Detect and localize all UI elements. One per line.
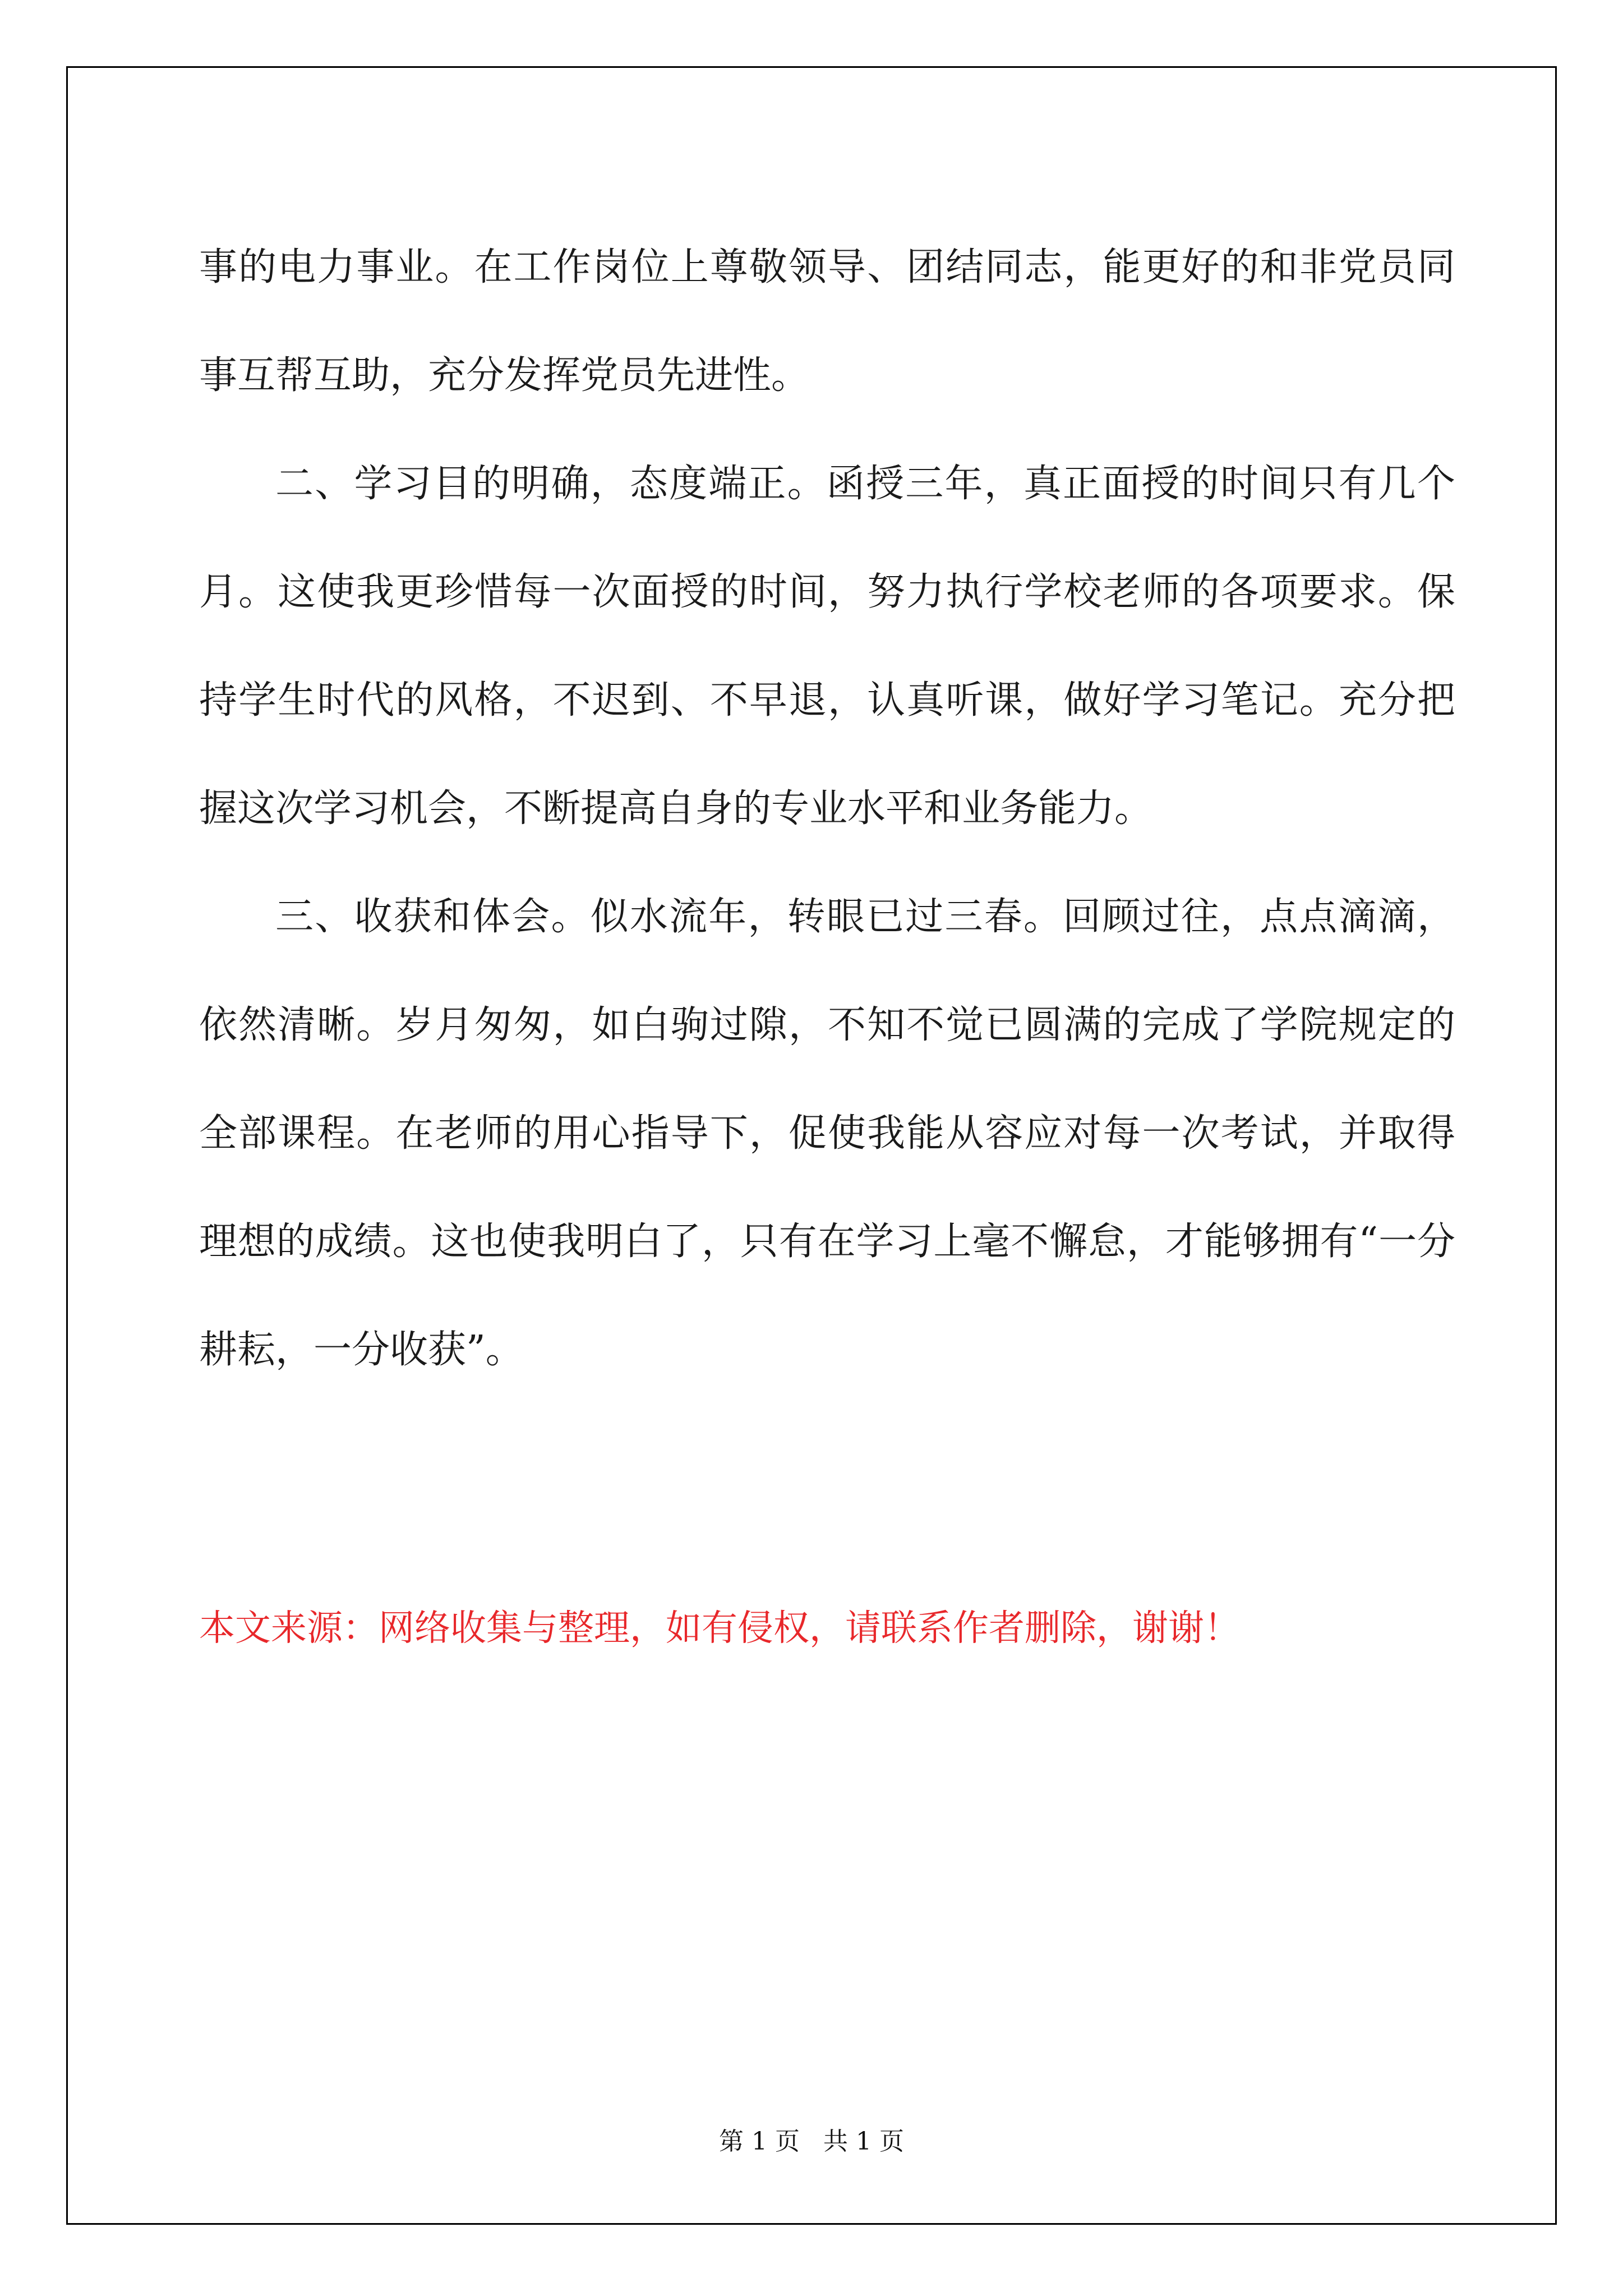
page-footer [0,2125,1623,2159]
source-note: 本文来源：网络收集与整理，如有侵权，请联系作者删除，谢谢！ [199,1608,1240,1649]
paragraph-1: 事的电力事业。在工作岗位上尊敬领导、团结同志，能更好的和非党员同事互帮互助，充分发挥党员先进性。 [199,245,1455,398]
page-number-current: 第 1 页 [719,2127,800,2156]
page-number-total: 共 1 页 [823,2127,904,2156]
paragraph-3: 三、收获和体会。似水流年，转眼已过三春。回顾过往，点点滴滴，依然清晰。岁月匆匆，如白驹过隙，不知不觉已圆满的完成了学院规定的全部课程。在老师的用心指导下，促使我能从容应对每一次考试，并取得理想的成绩。这也使我明白了，只有在学习上毫不懈怠，才能够拥有“一分耕耘，一分收获”。 [199,895,1455,1372]
paragraph-2: 二、学习目的明确，态度端正。函授三年，真正面授的时间只有几个月。这使我更珍惜每一次面授的时间，努力执行学校老师的各项要求。保持学生时代的风格，不迟到、不早退，认真听课，做好学习笔记。充分把握这次学习机会，不断提高自身的专业水平和业务能力。 [199,462,1455,831]
document-body [199,213,1455,1404]
